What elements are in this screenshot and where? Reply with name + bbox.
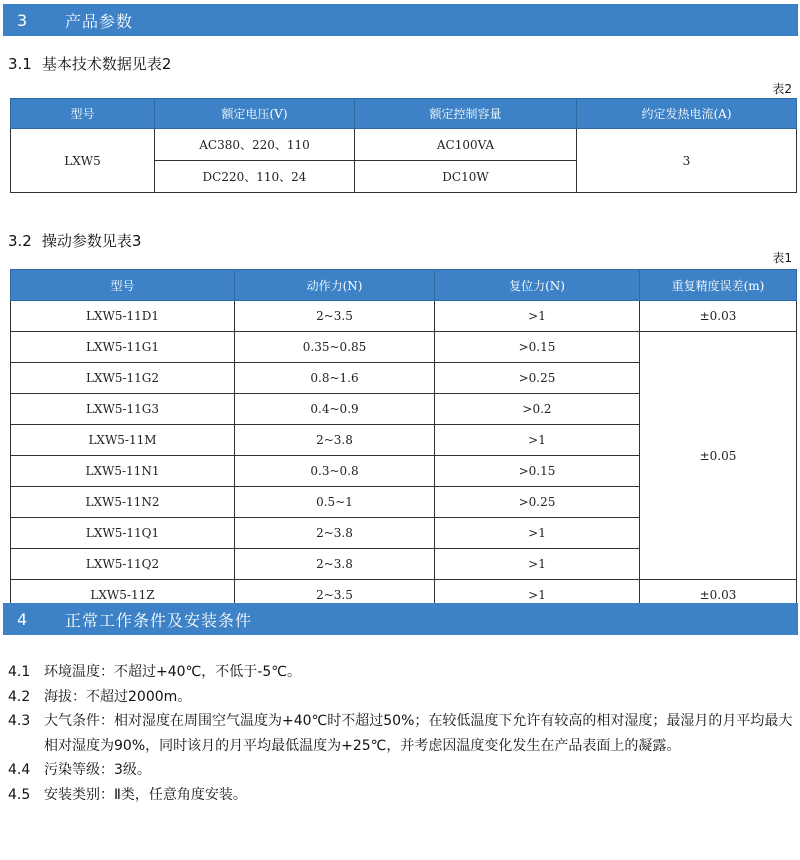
precision-cell: ±0.03 [640, 301, 797, 332]
voltage-cell: DC220、110、24 [155, 161, 355, 193]
item-number: 4.5 [8, 786, 31, 803]
item-number: 4.3 [8, 713, 31, 729]
action-force-cell: 2~3.8 [235, 425, 435, 456]
operating-parameters-table [10, 269, 797, 611]
capacity-cell: AC100VA [355, 129, 577, 161]
precision-cell: ±0.03 [640, 580, 797, 611]
subsection-number: 3.1 [8, 55, 32, 73]
model-cell: LXW5-11D1 [11, 301, 235, 332]
model-cell: LXW5-11Z [11, 580, 235, 611]
conditions-list [8, 660, 794, 807]
table-row [11, 129, 797, 161]
item-number: 4.1 [8, 664, 31, 680]
header-action-force: 动作力(N) [235, 270, 435, 301]
list-item [8, 709, 794, 758]
action-force-cell: 0.5~1 [235, 487, 435, 518]
subsection-3-2-heading [8, 230, 141, 251]
model-cell: LXW5-11G1 [11, 332, 235, 363]
model-cell: LXW5-11Q1 [11, 518, 235, 549]
list-item [8, 758, 794, 783]
section-title: 正常工作条件及安装条件 [65, 610, 253, 630]
model-cell: LXW5-11G3 [11, 394, 235, 425]
reset-force-cell: >0.15 [435, 456, 640, 487]
subsection-3-1-heading [8, 53, 171, 74]
item-text: 安装类别：Ⅱ类，任意角度安装。 [44, 786, 247, 803]
reset-force-cell: >1 [435, 425, 640, 456]
header-reset-force: 复位力(N) [435, 270, 640, 301]
action-force-cell: 2~3.5 [235, 580, 435, 611]
subsection-title: 基本技术数据见表2 [41, 55, 172, 73]
header-model: 型号 [11, 270, 235, 301]
action-force-cell: 2~3.5 [235, 301, 435, 332]
model-cell: LXW5-11G2 [11, 363, 235, 394]
section-number: 4 [17, 609, 28, 629]
model-cell: LXW5-11N1 [11, 456, 235, 487]
action-force-cell: 0.4~0.9 [235, 394, 435, 425]
subsection-title: 操动参数见表3 [41, 232, 142, 250]
reset-force-cell: >1 [435, 518, 640, 549]
table-2-label: 表2 [772, 82, 792, 96]
item-text: 海拔：不超过2000m。 [44, 688, 192, 705]
table-header-row [11, 99, 797, 129]
model-cell: LXW5 [11, 129, 155, 193]
capacity-cell: DC10W [355, 161, 577, 193]
model-cell: LXW5-11N2 [11, 487, 235, 518]
voltage-cell: AC380、220、110 [155, 129, 355, 161]
reset-force-cell: >0.15 [435, 332, 640, 363]
header-model: 型号 [11, 99, 155, 129]
table-header-row [11, 270, 797, 301]
action-force-cell: 2~3.8 [235, 549, 435, 580]
table-row [11, 332, 797, 363]
section-title: 产品参数 [65, 11, 134, 31]
action-force-cell: 0.8~1.6 [235, 363, 435, 394]
item-text: 污染等级：3级。 [44, 762, 151, 778]
section-number: 3 [17, 10, 28, 30]
section-4-header [3, 603, 798, 635]
current-cell: 3 [577, 129, 797, 193]
precision-cell: ±0.05 [640, 332, 797, 580]
model-cell: LXW5-11M [11, 425, 235, 456]
reset-force-cell: >0.25 [435, 363, 640, 394]
header-repeat-precision: 重复精度误差(m) [640, 270, 797, 301]
list-item [8, 783, 794, 808]
header-thermal-current: 约定发热电流(A) [577, 99, 797, 129]
header-rated-capacity: 额定控制容量 [355, 99, 577, 129]
action-force-cell: 0.3~0.8 [235, 456, 435, 487]
header-rated-voltage: 额定电压(V) [155, 99, 355, 129]
reset-force-cell: >0.2 [435, 394, 640, 425]
action-force-cell: 0.35~0.85 [235, 332, 435, 363]
item-text: 大气条件：相对湿度在周围空气温度为+40℃时不超过50%；在较低温度下允许有较高的相对湿度；最湿月的月平均最大相对湿度为90%，同时该月的月平均最低温度为+25℃，并考虑因温度变化发生在产品表面上的凝露。 [44, 713, 793, 754]
section-3-header [3, 4, 798, 36]
reset-force-cell: >1 [435, 580, 640, 611]
action-force-cell: 2~3.8 [235, 518, 435, 549]
item-number: 4.2 [8, 688, 31, 705]
reset-force-cell: >1 [435, 549, 640, 580]
basic-technical-data-table [10, 98, 797, 193]
list-item [8, 660, 794, 685]
item-text: 环境温度：不超过+40℃，不低于-5℃。 [44, 664, 301, 680]
list-item [8, 685, 794, 710]
item-number: 4.4 [8, 762, 31, 778]
table-1-label: 表1 [772, 251, 792, 265]
model-cell: LXW5-11Q2 [11, 549, 235, 580]
reset-force-cell: >1 [435, 301, 640, 332]
reset-force-cell: >0.25 [435, 487, 640, 518]
table-row [11, 301, 797, 332]
subsection-number: 3.2 [8, 232, 32, 250]
